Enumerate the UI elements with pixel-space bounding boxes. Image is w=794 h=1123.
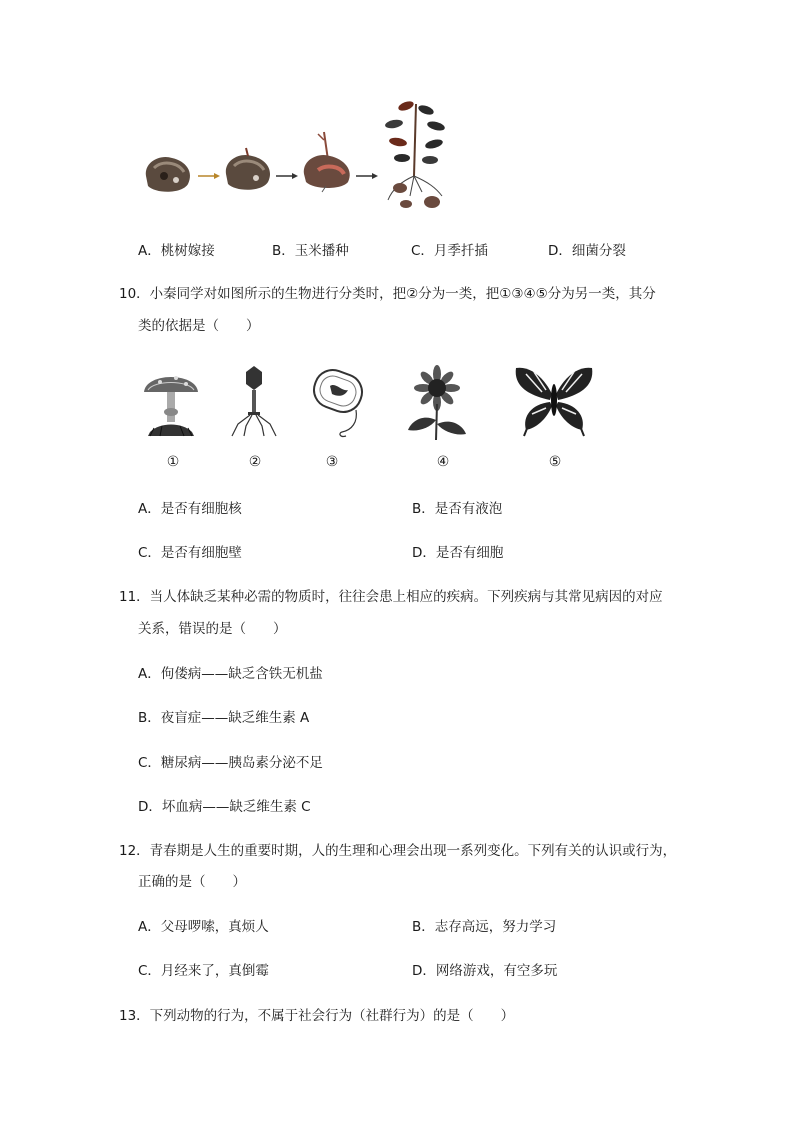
q12-option-d: D．网络游戏，有空多玩 [412, 963, 558, 979]
q10-option-d: D．是否有细胞 [412, 545, 504, 561]
potato-tuber-image-1 [140, 150, 196, 196]
q9-option-d: D．细菌分裂 [548, 243, 626, 259]
q11-option-b: B．夜盲症——缺乏维生素 A [138, 710, 310, 726]
organism-label-1: ① [166, 454, 180, 470]
q11-option-a: A．佝偻病——缺乏含铁无机盐 [138, 666, 323, 682]
q10-option-c: C．是否有细胞壁 [138, 545, 242, 561]
organism-label-4: ④ [436, 454, 450, 470]
potato-tuber-image-3 [300, 130, 356, 192]
q12-option-b: B．志存高远，努力学习 [412, 919, 557, 935]
q11-stem-line1: 11．当人体缺乏某种必需的物质时，往往会患上相应的疾病。下列疾病与其常见病因的对应 [119, 589, 663, 605]
organism-label-2: ② [248, 454, 262, 470]
q9-option-b: B．玉米播种 [272, 243, 349, 259]
q9-option-a: A．桃树嫁接 [138, 243, 215, 259]
q13-stem-line1: 13．下列动物的行为，不属于社会行为（社群行为）的是（ ） [119, 1008, 515, 1024]
potato-plant-image [380, 96, 450, 218]
organism-label-5: ⑤ [548, 454, 562, 470]
bacteriophage-image [230, 364, 278, 438]
q10-stem-line2: 类的依据是（ ） [138, 318, 260, 334]
mushroom-image [140, 366, 202, 438]
q12-stem-line1: 12．青春期是人生的重要时期，人的生理和心理会出现一系列变化。下列有关的认识或行为， [119, 843, 677, 859]
butterfly-image [512, 364, 596, 438]
arrow-icon [276, 172, 298, 180]
q9-option-c: C．月季扦插 [411, 243, 488, 259]
q11-option-d: D．坏血病——缺乏维生素 C [138, 799, 311, 815]
q11-stem-line2: 关系，错误的是（ ） [138, 621, 287, 637]
arrow-icon [356, 172, 378, 180]
q12-option-c: C．月经来了，真倒霉 [138, 963, 269, 979]
q12-option-a: A．父母啰嗦，真烦人 [138, 919, 269, 935]
q11-option-c: C．糖尿病——胰岛素分泌不足 [138, 755, 323, 771]
potato-tuber-image-2 [222, 146, 274, 194]
bacterium-image [308, 366, 370, 438]
arrow-icon [198, 172, 220, 180]
organism-label-3: ③ [325, 454, 339, 470]
sunflower-image [404, 364, 470, 440]
q10-option-b: B．是否有液泡 [412, 501, 503, 517]
q10-option-a: A．是否有细胞核 [138, 501, 242, 517]
q10-stem-line1: 10．小秦同学对如图所示的生物进行分类时，把②分为一类，把①③④⑤分为另一类，其分 [119, 286, 656, 302]
q12-stem-line2: 正确的是（ ） [138, 874, 246, 890]
